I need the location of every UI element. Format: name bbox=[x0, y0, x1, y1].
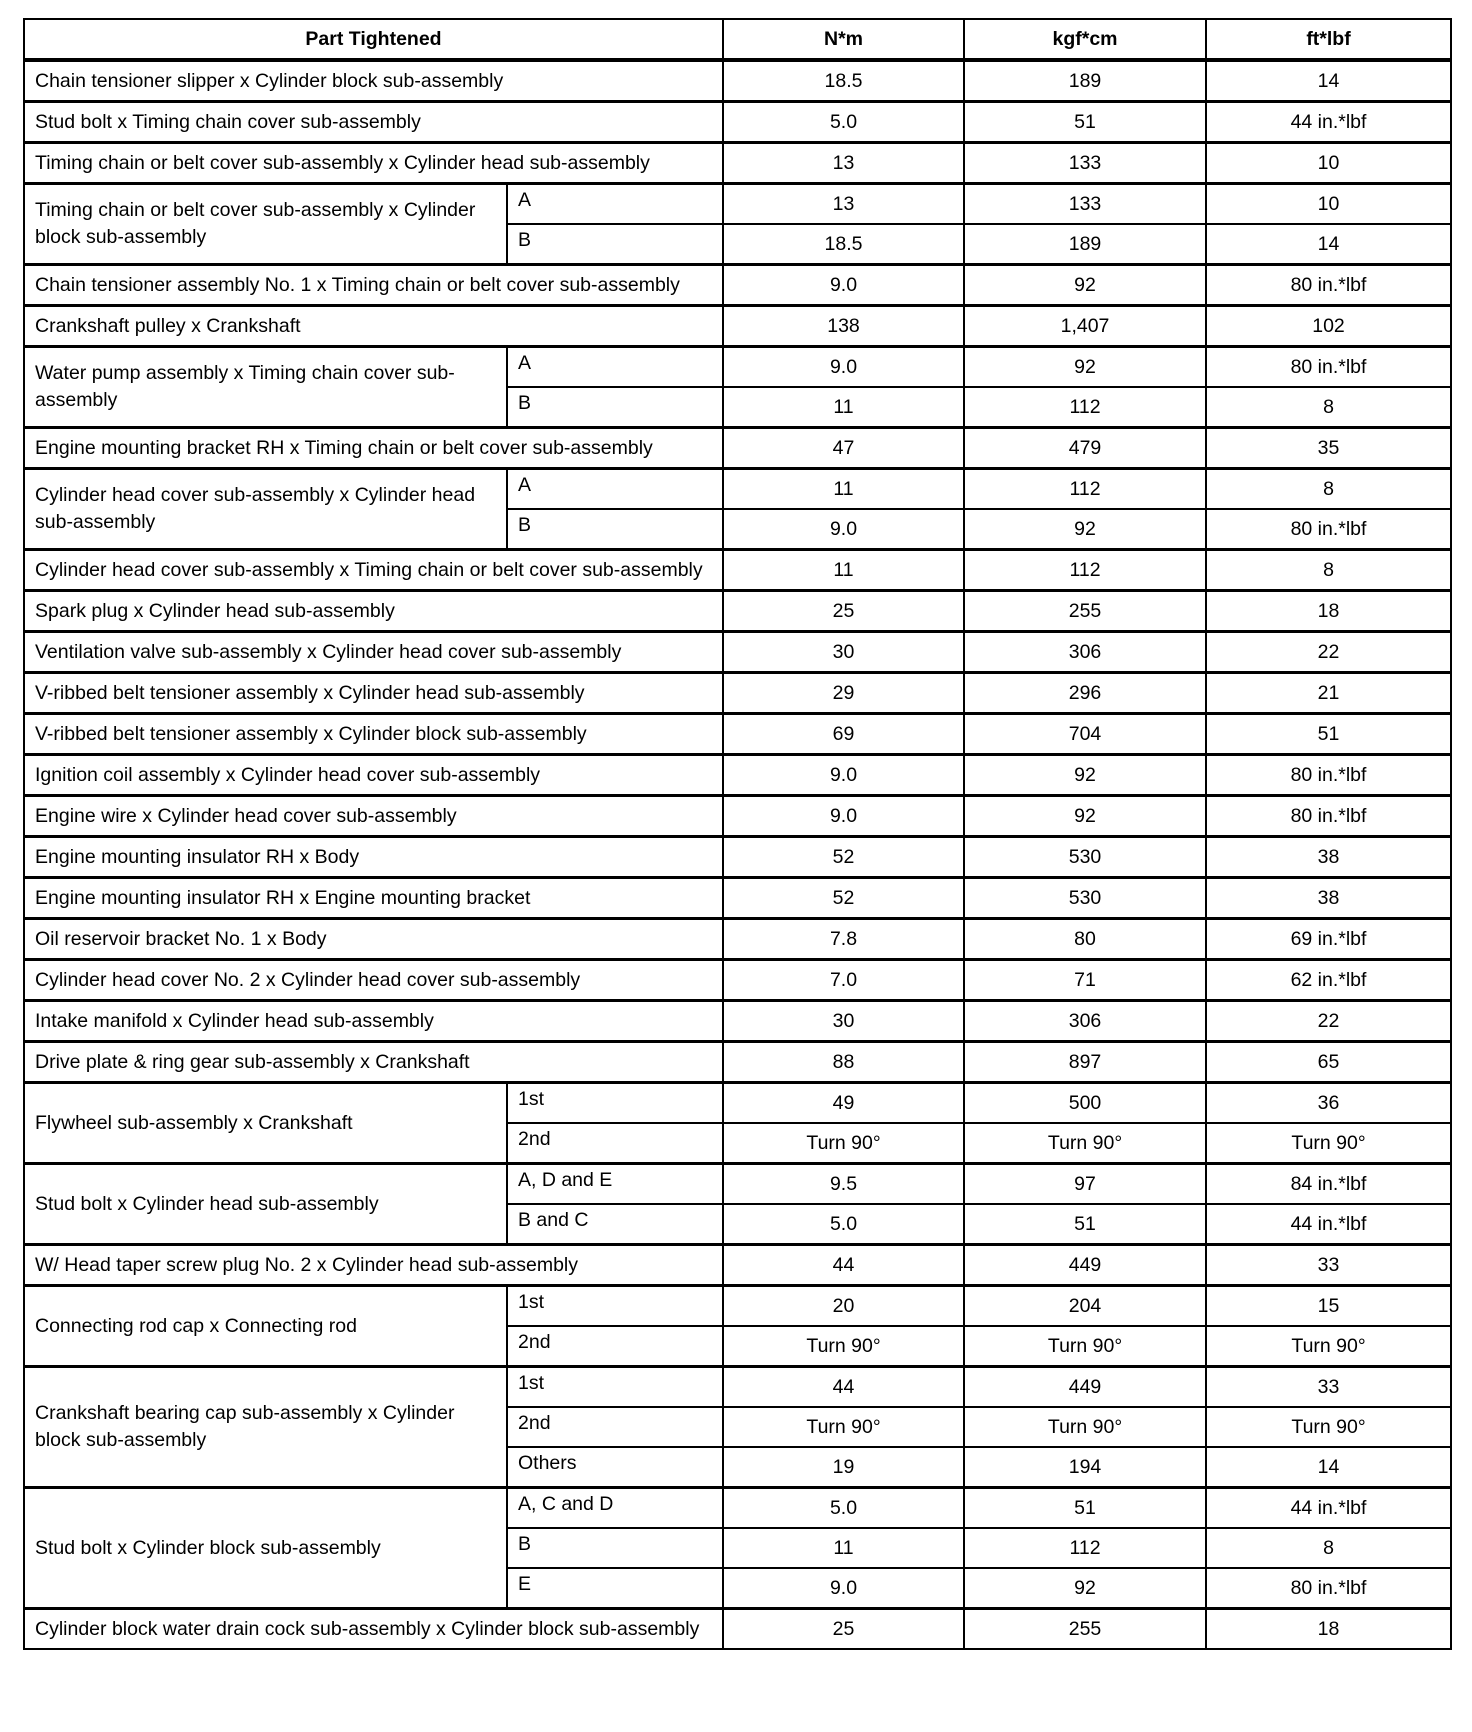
table-row bbox=[24, 755, 1451, 796]
part-cell: W/ Head taper screw plug No. 2 x Cylinder head sub-assembly bbox=[24, 1245, 723, 1286]
nm-cell: 29 bbox=[723, 673, 964, 714]
kgf-cell: 704 bbox=[964, 714, 1206, 755]
kgf-cell: 92 bbox=[964, 1568, 1206, 1609]
sub-step-cell: B bbox=[507, 387, 723, 428]
ft-cell: 22 bbox=[1206, 632, 1451, 673]
ft-cell: 14 bbox=[1206, 60, 1451, 102]
kgf-cell: 255 bbox=[964, 591, 1206, 632]
kgf-cell: 296 bbox=[964, 673, 1206, 714]
kgf-cell: 189 bbox=[964, 224, 1206, 265]
table-row bbox=[24, 878, 1451, 919]
part-cell: Ignition coil assembly x Cylinder head cover sub-assembly bbox=[24, 755, 723, 796]
ft-cell: 8 bbox=[1206, 387, 1451, 428]
ft-cell: 44 in.*lbf bbox=[1206, 1204, 1451, 1245]
part-cell: Crankshaft pulley x Crankshaft bbox=[24, 306, 723, 347]
part-cell: Stud bolt x Timing chain cover sub-assembly bbox=[24, 102, 723, 143]
nm-cell: 9.5 bbox=[723, 1164, 964, 1205]
kgf-cell: Turn 90° bbox=[964, 1407, 1206, 1447]
nm-cell: 9.0 bbox=[723, 509, 964, 550]
table-row bbox=[24, 591, 1451, 632]
header-ft: ft*lbf bbox=[1206, 19, 1451, 60]
sub-step-cell: Others bbox=[507, 1447, 723, 1488]
kgf-cell: 255 bbox=[964, 1609, 1206, 1650]
part-cell: Flywheel sub-assembly x Crankshaft bbox=[24, 1083, 507, 1164]
ft-cell: 8 bbox=[1206, 550, 1451, 591]
kgf-cell: 92 bbox=[964, 509, 1206, 550]
nm-cell: 25 bbox=[723, 591, 964, 632]
part-cell: Chain tensioner assembly No. 1 x Timing chain or belt cover sub-assembly bbox=[24, 265, 723, 306]
part-cell: Engine wire x Cylinder head cover sub-assembly bbox=[24, 796, 723, 837]
table-row bbox=[24, 265, 1451, 306]
nm-cell: 9.0 bbox=[723, 347, 964, 388]
sub-step-cell: 1st bbox=[507, 1083, 723, 1124]
nm-cell: 11 bbox=[723, 387, 964, 428]
table-row bbox=[24, 632, 1451, 673]
ft-cell: 33 bbox=[1206, 1245, 1451, 1286]
kgf-cell: 112 bbox=[964, 469, 1206, 510]
sub-step-cell: A, C and D bbox=[507, 1488, 723, 1529]
nm-cell: 52 bbox=[723, 878, 964, 919]
nm-cell: 9.0 bbox=[723, 796, 964, 837]
header-row bbox=[24, 19, 1451, 60]
ft-cell: 15 bbox=[1206, 1286, 1451, 1327]
ft-cell: 62 in.*lbf bbox=[1206, 960, 1451, 1001]
ft-cell: 21 bbox=[1206, 673, 1451, 714]
table-body bbox=[24, 60, 1451, 1649]
ft-cell: 80 in.*lbf bbox=[1206, 1568, 1451, 1609]
sub-step-cell: A bbox=[507, 469, 723, 510]
nm-cell: 5.0 bbox=[723, 102, 964, 143]
ft-cell: 69 in.*lbf bbox=[1206, 919, 1451, 960]
ft-cell: 8 bbox=[1206, 1528, 1451, 1568]
table-row bbox=[24, 673, 1451, 714]
nm-cell: 13 bbox=[723, 143, 964, 184]
kgf-cell: 204 bbox=[964, 1286, 1206, 1327]
kgf-cell: 479 bbox=[964, 428, 1206, 469]
ft-cell: 33 bbox=[1206, 1367, 1451, 1408]
table-row bbox=[24, 550, 1451, 591]
sub-step-cell: A bbox=[507, 184, 723, 225]
part-cell: Timing chain or belt cover sub-assembly x Cylinder block sub-assembly bbox=[24, 184, 507, 265]
part-cell: Timing chain or belt cover sub-assembly x Cylinder head sub-assembly bbox=[24, 143, 723, 184]
nm-cell: 18.5 bbox=[723, 224, 964, 265]
nm-cell: 88 bbox=[723, 1042, 964, 1083]
kgf-cell: 51 bbox=[964, 102, 1206, 143]
table-row bbox=[24, 714, 1451, 755]
torque-spec-table bbox=[23, 18, 1452, 1650]
kgf-cell: 1,407 bbox=[964, 306, 1206, 347]
nm-cell: 52 bbox=[723, 837, 964, 878]
header-part: Part Tightened bbox=[24, 19, 723, 60]
nm-cell: 11 bbox=[723, 550, 964, 591]
kgf-cell: 92 bbox=[964, 265, 1206, 306]
part-cell: Water pump assembly x Timing chain cover sub-assembly bbox=[24, 347, 507, 428]
sub-step-cell: 2nd bbox=[507, 1123, 723, 1164]
nm-cell: 19 bbox=[723, 1447, 964, 1488]
sub-step-cell: B bbox=[507, 509, 723, 550]
table-row bbox=[24, 1245, 1451, 1286]
nm-cell: 20 bbox=[723, 1286, 964, 1327]
table-row bbox=[24, 184, 1451, 225]
sub-step-cell: 2nd bbox=[507, 1326, 723, 1367]
header-kgf: kgf*cm bbox=[964, 19, 1206, 60]
nm-cell: 138 bbox=[723, 306, 964, 347]
nm-cell: 7.8 bbox=[723, 919, 964, 960]
table-row bbox=[24, 796, 1451, 837]
table-row bbox=[24, 1001, 1451, 1042]
nm-cell: 44 bbox=[723, 1245, 964, 1286]
kgf-cell: 112 bbox=[964, 550, 1206, 591]
ft-cell: 44 in.*lbf bbox=[1206, 1488, 1451, 1529]
nm-cell: 13 bbox=[723, 184, 964, 225]
sub-step-cell: 2nd bbox=[507, 1407, 723, 1447]
ft-cell: Turn 90° bbox=[1206, 1123, 1451, 1164]
table-row bbox=[24, 469, 1451, 510]
kgf-cell: 133 bbox=[964, 143, 1206, 184]
header-nm: N*m bbox=[723, 19, 964, 60]
table-row bbox=[24, 60, 1451, 102]
ft-cell: 18 bbox=[1206, 1609, 1451, 1650]
table-row bbox=[24, 1042, 1451, 1083]
table-row bbox=[24, 1609, 1451, 1650]
ft-cell: 10 bbox=[1206, 184, 1451, 225]
kgf-cell: 112 bbox=[964, 1528, 1206, 1568]
nm-cell: 30 bbox=[723, 1001, 964, 1042]
kgf-cell: 51 bbox=[964, 1204, 1206, 1245]
part-cell: Cylinder block water drain cock sub-assembly x Cylinder block sub-assembly bbox=[24, 1609, 723, 1650]
kgf-cell: 133 bbox=[964, 184, 1206, 225]
nm-cell: 11 bbox=[723, 1528, 964, 1568]
ft-cell: 8 bbox=[1206, 469, 1451, 510]
part-cell: V-ribbed belt tensioner assembly x Cylinder head sub-assembly bbox=[24, 673, 723, 714]
kgf-cell: 80 bbox=[964, 919, 1206, 960]
ft-cell: 38 bbox=[1206, 837, 1451, 878]
table-row bbox=[24, 1286, 1451, 1327]
part-cell: Engine mounting bracket RH x Timing chain or belt cover sub-assembly bbox=[24, 428, 723, 469]
ft-cell: 80 in.*lbf bbox=[1206, 265, 1451, 306]
table-row bbox=[24, 347, 1451, 388]
table-row bbox=[24, 919, 1451, 960]
kgf-cell: Turn 90° bbox=[964, 1326, 1206, 1367]
kgf-cell: 449 bbox=[964, 1367, 1206, 1408]
ft-cell: 65 bbox=[1206, 1042, 1451, 1083]
nm-cell: 18.5 bbox=[723, 60, 964, 102]
nm-cell: 7.0 bbox=[723, 960, 964, 1001]
ft-cell: 51 bbox=[1206, 714, 1451, 755]
table-row bbox=[24, 102, 1451, 143]
part-cell: Engine mounting insulator RH x Body bbox=[24, 837, 723, 878]
table-row bbox=[24, 960, 1451, 1001]
ft-cell: Turn 90° bbox=[1206, 1326, 1451, 1367]
part-cell: Oil reservoir bracket No. 1 x Body bbox=[24, 919, 723, 960]
part-cell: Drive plate & ring gear sub-assembly x Crankshaft bbox=[24, 1042, 723, 1083]
table-row bbox=[24, 1083, 1451, 1124]
kgf-cell: 71 bbox=[964, 960, 1206, 1001]
part-cell: V-ribbed belt tensioner assembly x Cylinder block sub-assembly bbox=[24, 714, 723, 755]
ft-cell: 18 bbox=[1206, 591, 1451, 632]
ft-cell: 14 bbox=[1206, 1447, 1451, 1488]
kgf-cell: 897 bbox=[964, 1042, 1206, 1083]
ft-cell: 22 bbox=[1206, 1001, 1451, 1042]
nm-cell: 5.0 bbox=[723, 1488, 964, 1529]
nm-cell: 25 bbox=[723, 1609, 964, 1650]
kgf-cell: 51 bbox=[964, 1488, 1206, 1529]
kgf-cell: 112 bbox=[964, 387, 1206, 428]
table-row bbox=[24, 306, 1451, 347]
part-cell: Cylinder head cover sub-assembly x Timing chain or belt cover sub-assembly bbox=[24, 550, 723, 591]
nm-cell: 47 bbox=[723, 428, 964, 469]
ft-cell: 80 in.*lbf bbox=[1206, 796, 1451, 837]
nm-cell: 44 bbox=[723, 1367, 964, 1408]
nm-cell: 49 bbox=[723, 1083, 964, 1124]
sub-step-cell: A, D and E bbox=[507, 1164, 723, 1205]
part-cell: Stud bolt x Cylinder block sub-assembly bbox=[24, 1488, 507, 1609]
table-row bbox=[24, 1488, 1451, 1529]
nm-cell: 9.0 bbox=[723, 265, 964, 306]
sub-step-cell: 1st bbox=[507, 1367, 723, 1408]
nm-cell: 9.0 bbox=[723, 755, 964, 796]
ft-cell: 44 in.*lbf bbox=[1206, 102, 1451, 143]
ft-cell: Turn 90° bbox=[1206, 1407, 1451, 1447]
ft-cell: 80 in.*lbf bbox=[1206, 347, 1451, 388]
kgf-cell: 449 bbox=[964, 1245, 1206, 1286]
kgf-cell: 530 bbox=[964, 837, 1206, 878]
kgf-cell: 97 bbox=[964, 1164, 1206, 1205]
kgf-cell: 530 bbox=[964, 878, 1206, 919]
nm-cell: 30 bbox=[723, 632, 964, 673]
ft-cell: 36 bbox=[1206, 1083, 1451, 1124]
kgf-cell: 194 bbox=[964, 1447, 1206, 1488]
part-cell: Crankshaft bearing cap sub-assembly x Cylinder block sub-assembly bbox=[24, 1367, 507, 1488]
kgf-cell: 92 bbox=[964, 347, 1206, 388]
part-cell: Cylinder head cover sub-assembly x Cylinder head sub-assembly bbox=[24, 469, 507, 550]
kgf-cell: 92 bbox=[964, 796, 1206, 837]
part-cell: Stud bolt x Cylinder head sub-assembly bbox=[24, 1164, 507, 1245]
part-cell: Intake manifold x Cylinder head sub-assembly bbox=[24, 1001, 723, 1042]
table-row bbox=[24, 428, 1451, 469]
nm-cell: 5.0 bbox=[723, 1204, 964, 1245]
ft-cell: 80 in.*lbf bbox=[1206, 509, 1451, 550]
kgf-cell: 500 bbox=[964, 1083, 1206, 1124]
part-cell: Engine mounting insulator RH x Engine mounting bracket bbox=[24, 878, 723, 919]
sub-step-cell: E bbox=[507, 1568, 723, 1609]
ft-cell: 38 bbox=[1206, 878, 1451, 919]
nm-cell: 9.0 bbox=[723, 1568, 964, 1609]
ft-cell: 102 bbox=[1206, 306, 1451, 347]
ft-cell: 10 bbox=[1206, 143, 1451, 184]
nm-cell: Turn 90° bbox=[723, 1123, 964, 1164]
table-row bbox=[24, 1367, 1451, 1408]
nm-cell: Turn 90° bbox=[723, 1326, 964, 1367]
ft-cell: 35 bbox=[1206, 428, 1451, 469]
kgf-cell: Turn 90° bbox=[964, 1123, 1206, 1164]
kgf-cell: 189 bbox=[964, 60, 1206, 102]
table-row bbox=[24, 837, 1451, 878]
sub-step-cell: B bbox=[507, 224, 723, 265]
ft-cell: 14 bbox=[1206, 224, 1451, 265]
kgf-cell: 306 bbox=[964, 632, 1206, 673]
table-row bbox=[24, 143, 1451, 184]
part-cell: Spark plug x Cylinder head sub-assembly bbox=[24, 591, 723, 632]
sub-step-cell: B bbox=[507, 1528, 723, 1568]
nm-cell: 69 bbox=[723, 714, 964, 755]
part-cell: Cylinder head cover No. 2 x Cylinder head cover sub-assembly bbox=[24, 960, 723, 1001]
ft-cell: 80 in.*lbf bbox=[1206, 755, 1451, 796]
kgf-cell: 92 bbox=[964, 755, 1206, 796]
kgf-cell: 306 bbox=[964, 1001, 1206, 1042]
sub-step-cell: 1st bbox=[507, 1286, 723, 1327]
sub-step-cell: A bbox=[507, 347, 723, 388]
sub-step-cell: B and C bbox=[507, 1204, 723, 1245]
nm-cell: Turn 90° bbox=[723, 1407, 964, 1447]
part-cell: Chain tensioner slipper x Cylinder block sub-assembly bbox=[24, 60, 723, 102]
nm-cell: 11 bbox=[723, 469, 964, 510]
part-cell: Ventilation valve sub-assembly x Cylinder head cover sub-assembly bbox=[24, 632, 723, 673]
ft-cell: 84 in.*lbf bbox=[1206, 1164, 1451, 1205]
part-cell: Connecting rod cap x Connecting rod bbox=[24, 1286, 507, 1367]
table-row bbox=[24, 1164, 1451, 1205]
